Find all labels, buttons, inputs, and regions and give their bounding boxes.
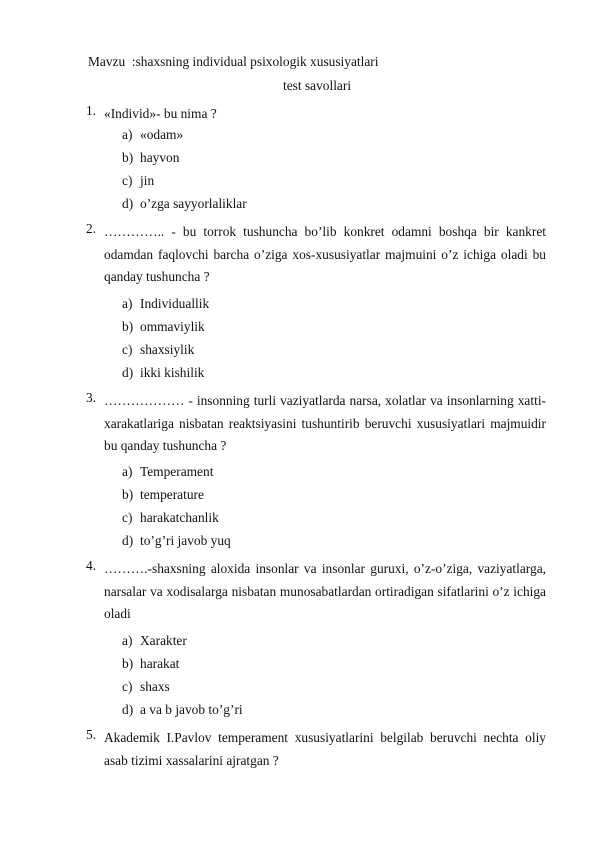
option-letter: a) [122, 633, 133, 648]
option-letter: a) [122, 127, 133, 142]
option-letter: b) [122, 150, 134, 165]
option-letter: c) [122, 173, 133, 188]
option-text: a va b javob to’g’ri [140, 702, 243, 717]
question-text: ……….-shaxsning aloxida insonlar va insonlar guruxi, o’z-o’ziga, vaziyatlarga, narsalar va xodisalarga nisbatan munosabatlardan ortiradigan sifatlarini o’z ichiga oladi [104, 561, 546, 621]
option-text: Temperament [140, 464, 214, 479]
option-text: shaxsiylik [140, 342, 195, 357]
question-number: 3. [86, 390, 97, 405]
option-letter: d) [122, 533, 134, 548]
option-text: jin [140, 173, 155, 188]
option-letter: b) [122, 656, 134, 671]
topic-heading: Mavzu :shaxsning individual psixologik xususiyatlari [88, 54, 379, 69]
question-number: 5. [86, 727, 97, 742]
option-text: Individuallik [140, 296, 210, 311]
option-letter: d) [122, 365, 134, 380]
option-letter: c) [122, 510, 133, 525]
option-letter: b) [122, 319, 134, 334]
option-letter: a) [122, 296, 133, 311]
option-letter: b) [122, 487, 134, 502]
option-text: ikki kishilik [140, 365, 205, 380]
question-number: 1. [86, 103, 97, 118]
option-text: temperature [140, 487, 204, 502]
question-number: 2. [86, 221, 97, 236]
option-text: harakat [140, 656, 180, 671]
option-letter: d) [122, 702, 134, 717]
option-letter: c) [122, 342, 133, 357]
question-text: ………….. - bu torrok tushuncha bo’lib konkret odamni boshqa bir kankret odamdan faqlovchi barcha o’ziga xos-xususiyatlar majmuini o’z ichiga oladi bu qanday tushuncha ? [104, 224, 546, 284]
option-letter: c) [122, 679, 133, 694]
option-text: to’g’ri javob yuq [140, 533, 231, 548]
option-text: shaxs [140, 679, 170, 694]
subtitle: test savollari [283, 78, 352, 93]
question-number: 4. [86, 558, 97, 573]
option-letter: d) [122, 196, 134, 211]
option-letter: a) [122, 464, 133, 479]
option-text: Xarakter [140, 633, 187, 648]
option-text: ommaviylik [140, 319, 205, 334]
option-text: «odam» [140, 127, 184, 142]
question-text: Akademik I.Pavlov temperament xususiyatlarini belgilab beruvchi nechta oliy asab tizimi xassalarini ajratgan ? [104, 730, 546, 768]
option-text: o’zga sayyorlaliklar [140, 196, 247, 211]
option-text: harakatchanlik [140, 510, 219, 525]
option-text: hayvon [140, 150, 180, 165]
question-text: «Individ»- bu nima ? [104, 106, 217, 121]
question-text: ……………… - insonning turli vaziyatlarda narsa, xolatlar va insonlarning xatti-xarakatlariga nisbatan reaktsiyasini tushuntirib beruvchi xususiyatlari majmuidir bu qanday tushuncha ? [104, 393, 546, 453]
